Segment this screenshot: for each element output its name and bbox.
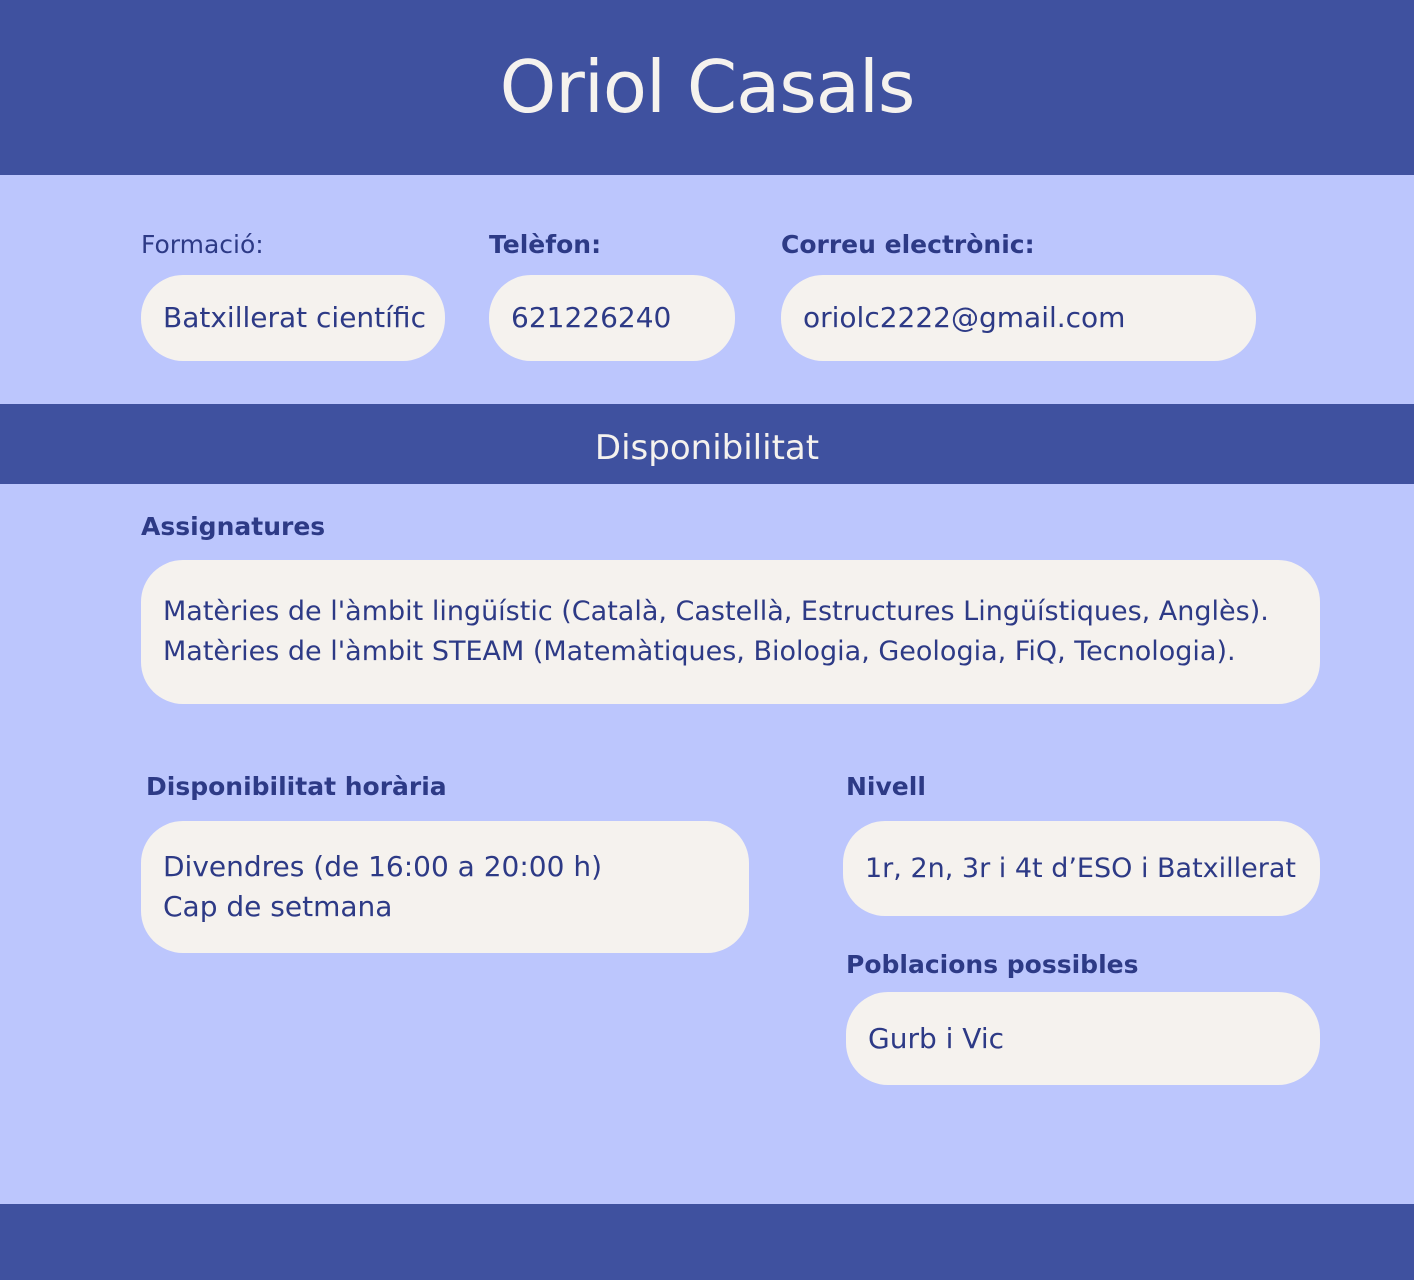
page-title: Oriol Casals	[499, 45, 915, 129]
email-value: oriolc2222@gmail.com	[803, 301, 1126, 334]
footer-band	[0, 1204, 1414, 1280]
horaria-box	[141, 821, 749, 953]
poblacions-label: Poblacions possibles	[846, 950, 1139, 979]
section-title: Disponibilitat	[594, 428, 820, 468]
assignatures-label: Assignatures	[141, 512, 326, 541]
email-label: Correu electrònic:	[781, 230, 1035, 259]
horaria-line: Cap de setmana	[163, 890, 393, 923]
nivell-label: Nivell	[846, 772, 926, 801]
nivell-field	[843, 821, 1320, 916]
section-band	[0, 404, 1414, 484]
assignatures-line: Matèries de l'àmbit lingüístic (Català, Castellà, Estructures Lingüístiques, Anglès).	[163, 596, 1269, 627]
assignatures-line: Matèries de l'àmbit STEAM (Matemàtiques, Biologia, Geologia, FiQ, Tecnologia).	[163, 636, 1236, 667]
email-field	[781, 275, 1256, 361]
formacio-value: Batxillerat científic	[163, 301, 426, 334]
poblacions-value: Gurb i Vic	[868, 1021, 1005, 1055]
nivell-value: 1r, 2n, 3r i 4t d’ESO i Batxillerat	[865, 852, 1297, 884]
formacio-field	[141, 275, 445, 361]
telefon-label: Telèfon:	[489, 230, 602, 259]
telefon-field	[489, 275, 735, 361]
formacio-label: Formació:	[141, 230, 264, 259]
telefon-value: 621226240	[511, 301, 672, 334]
poblacions-field	[846, 992, 1320, 1085]
assignatures-box	[141, 560, 1320, 704]
header-band	[0, 0, 1414, 175]
horaria-line: Divendres (de 16:00 a 20:00 h)	[163, 850, 603, 883]
horaria-label: Disponibilitat horària	[146, 772, 447, 801]
